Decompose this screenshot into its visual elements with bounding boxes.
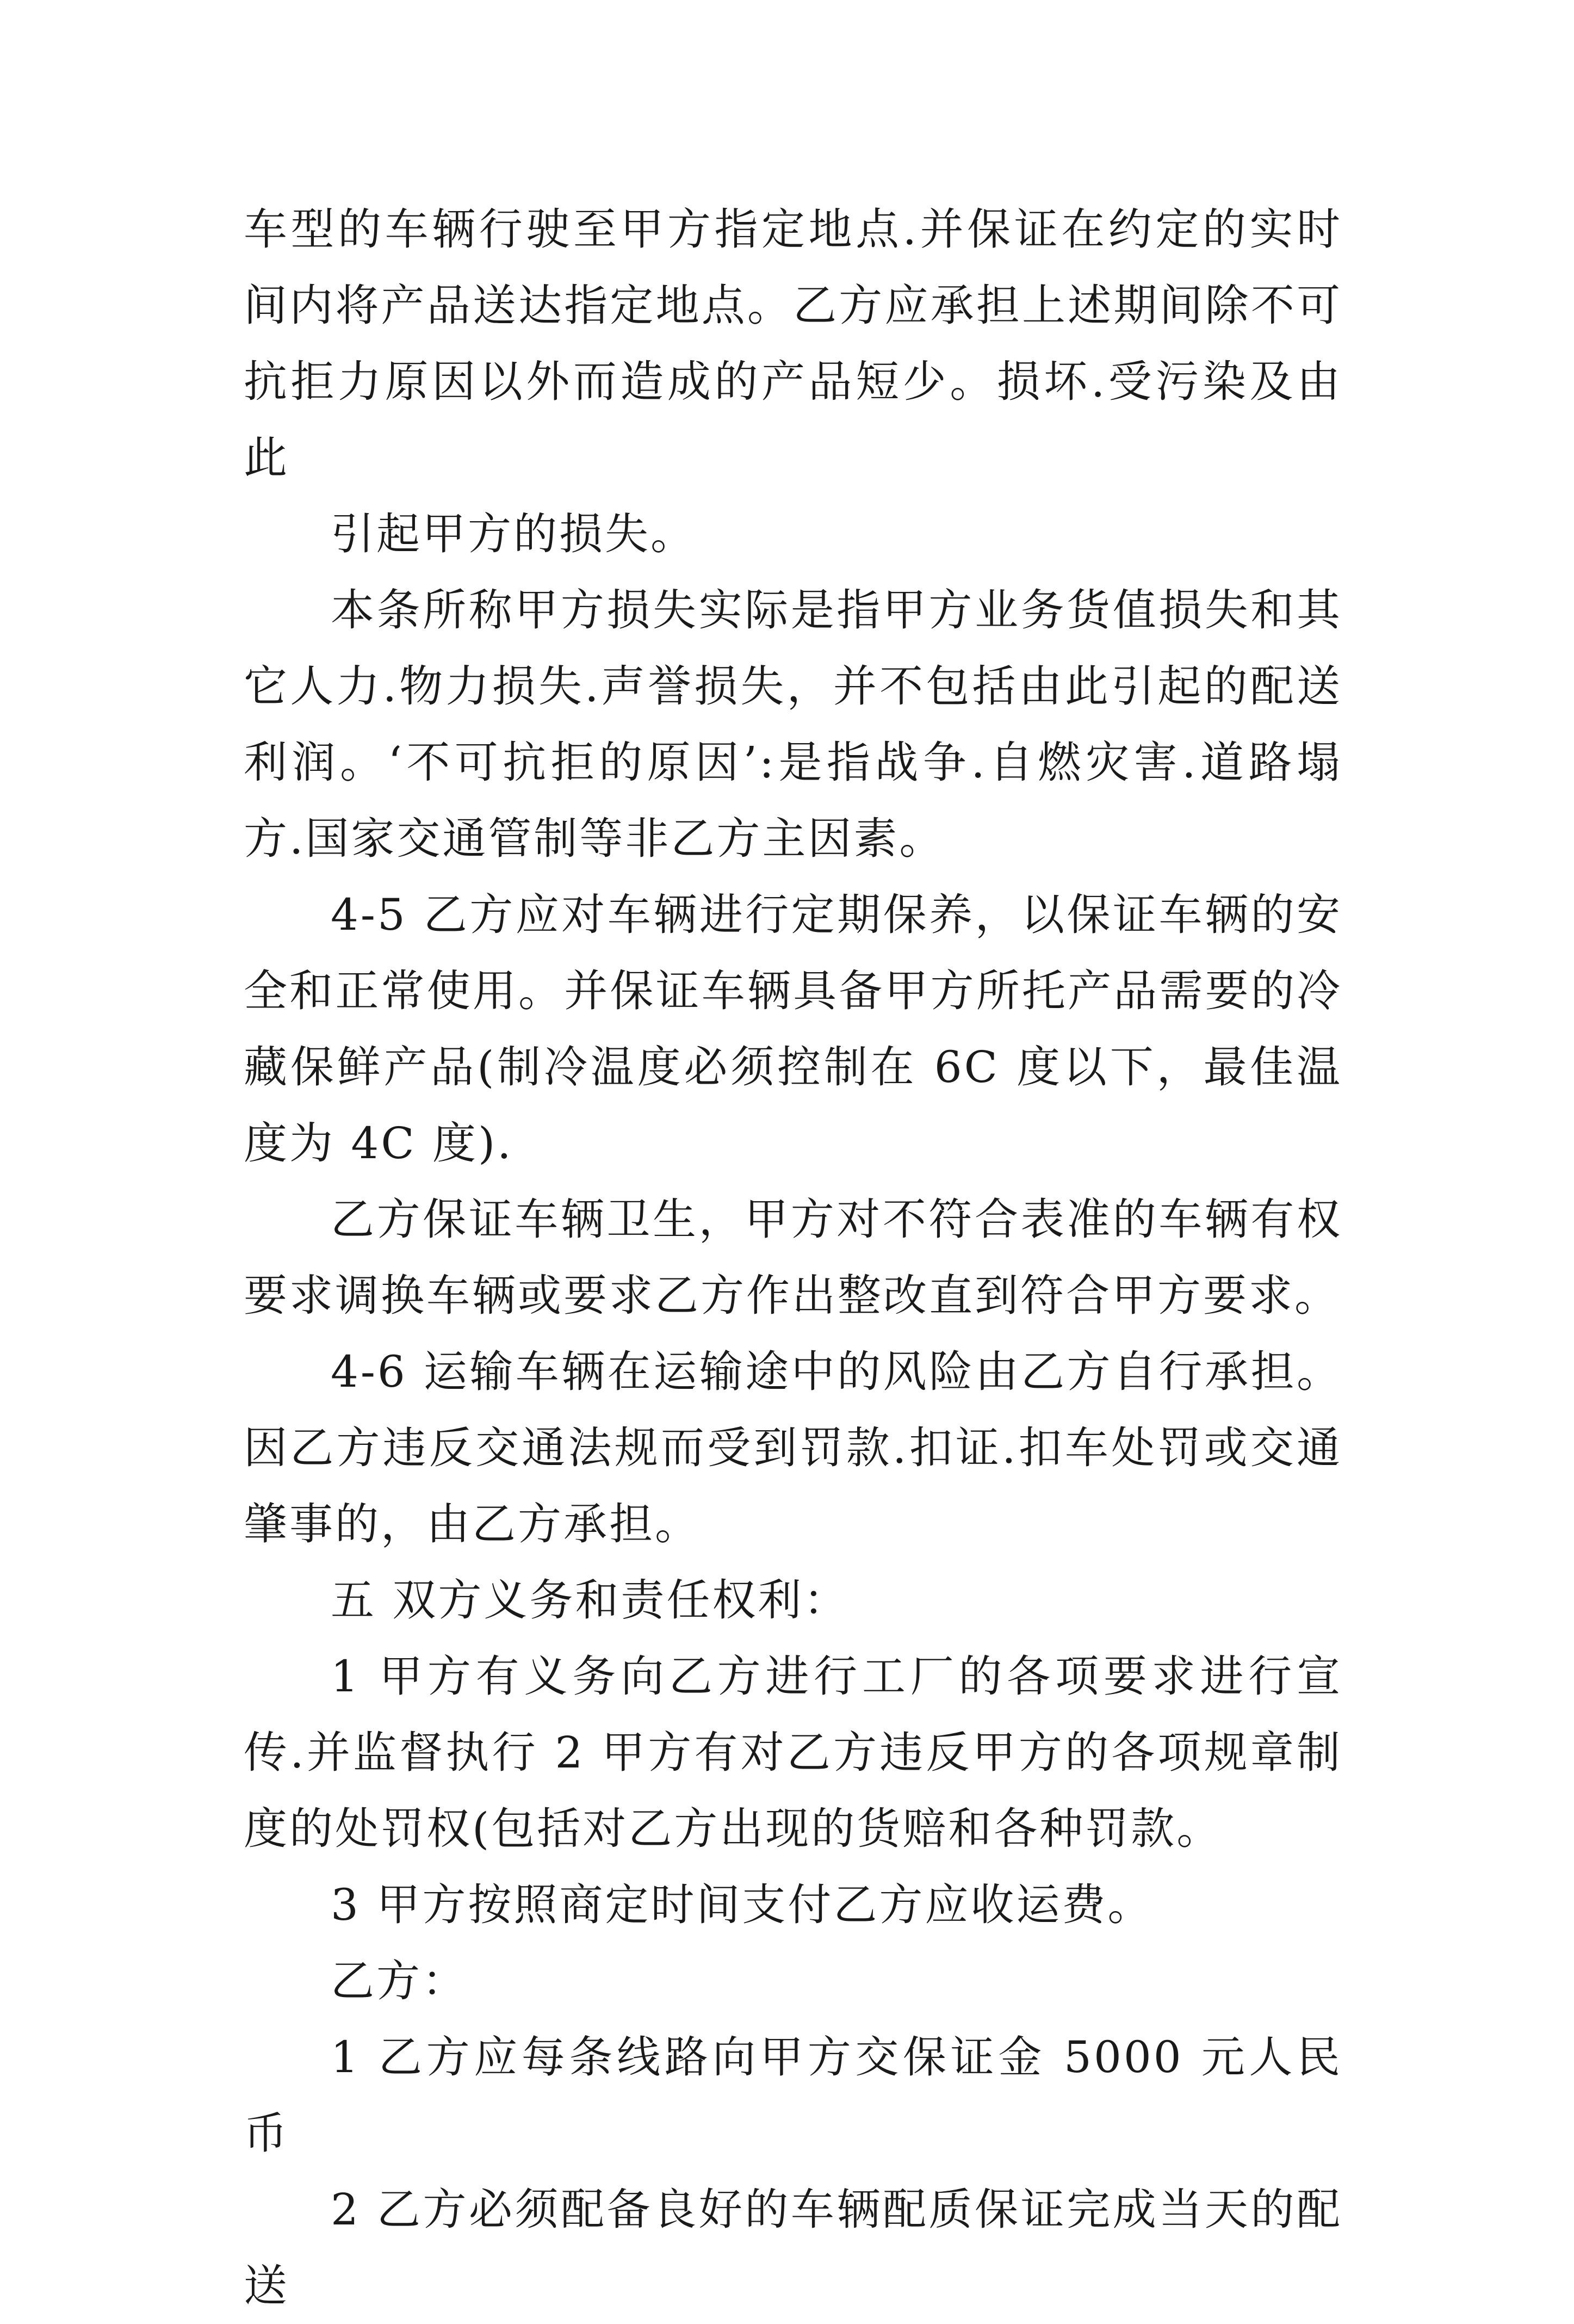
document-body [244, 191, 1342, 2324]
paragraph-11: 1 乙方应每条线路向甲方交保证金 5000 元人民币 [244, 2032, 1342, 2159]
section-heading-5: 五 双方义务和责任权利： [331, 1575, 850, 1625]
paragraph-8: 1 甲方有义务向乙方进行工厂的各项要求进行宣传.并监督执行 2 甲方有对乙方违反甲方的各项规章制度的处罚权(包括对乙方出现的货赔和各种罚款。 [244, 1651, 1342, 1854]
party-b-heading: 乙方： [331, 1956, 468, 2006]
paragraph-6: 4-6 运输车辆在运输途中的风险由乙方自行承担。因乙方违反交通法规而受到罚款.扣证.扣车处罚或交通肇事的，由乙方承担。 [244, 1346, 1342, 1549]
paragraph-1: 车型的车辆行驶至甲方指定地点.并保证在约定的实时间内将产品送达指定地点。乙方应承担上述期间除不可抗拒力原因以外而造成的产品短少。损坏.受污染及由此 [244, 204, 1342, 483]
paragraph-2: 引起甲方的损失。 [331, 509, 696, 559]
paragraph-12: 2 乙方必须配备良好的车辆配质保证完成当天的配送 [244, 2184, 1342, 2311]
paragraph-4: 4-5 乙方应对车辆进行定期保养，以保证车辆的安全和正常使用。并保证车辆具备甲方所托产品需要的冷藏保鲜产品(制冷温度必须控制在 6C 度以下，最佳温度为 4C 度). [244, 889, 1342, 1169]
paragraph-9: 3 甲方按照商定时间支付乙方应收运费。 [331, 1880, 1154, 1930]
paragraph-5: 乙方保证车辆卫生，甲方对不符合表准的车辆有权要求调换车辆或要求乙方作出整改直到符合甲方要求。 [244, 1194, 1342, 1321]
paragraph-3: 本条所称甲方损失实际是指甲方业务货值损失和其它人力.物力损失.声誉损失，并不包括由此引起的配送利润。‘不可抗拒的原因’:是指战争.自燃灾害.道路塌方.国家交通管制等非乙方主因素。 [244, 585, 1342, 864]
